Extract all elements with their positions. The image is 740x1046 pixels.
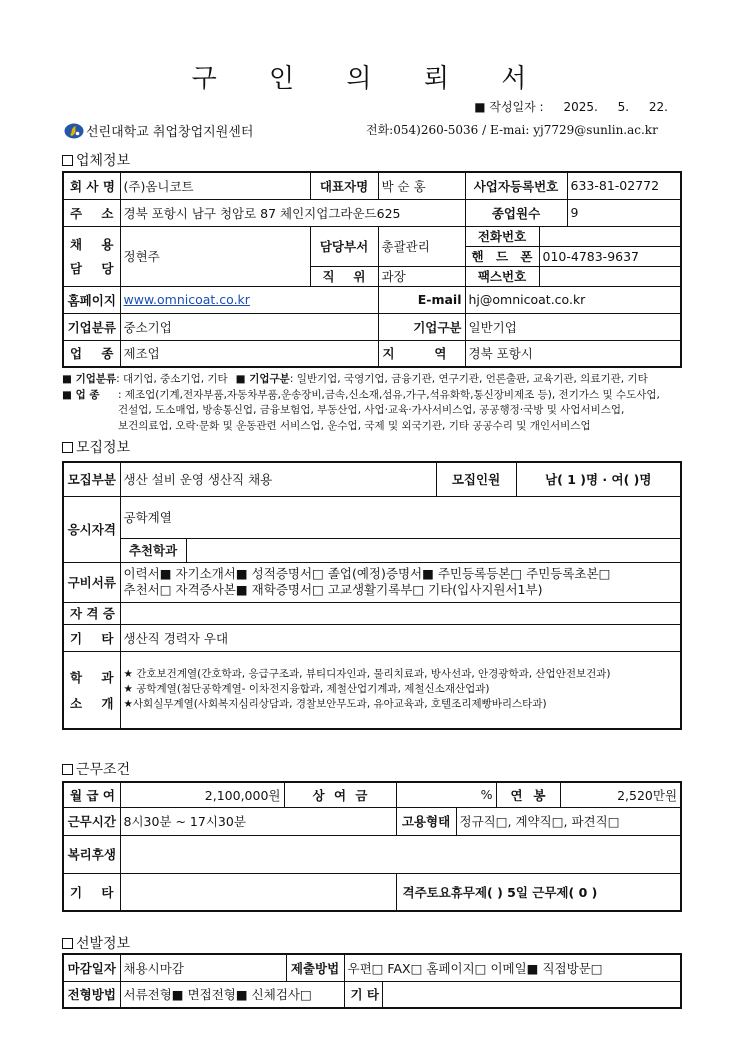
dept-intro-line1: ★ 간호보건계열(간호학과, 응급구조과, 뷰티디자인과, 물리치료과, 방사선과, 안경광학과, 산업안전보건과) — [123, 668, 611, 681]
submit-label: 제출방법 — [286, 954, 344, 981]
bizno-value: 633-81-02772 — [567, 172, 681, 199]
contact-info: 전화:054)260-5036 / E-mai: yj7729@sunlin.ac.kr — [366, 123, 658, 137]
work-etc-value: 격주토요휴무제( ) 5일 근무제( 0 ) — [396, 873, 681, 911]
employees-value: 9 — [567, 199, 681, 226]
school-name: 선린대학교 취업창업지원센터 — [86, 125, 254, 140]
work-etc-label: 기 타 — [63, 873, 120, 911]
note-industry-line2: 건설업, 도소매업, 방송통신업, 금융보험업, 부동산업, 사업·교육·가사서비스업, 공공행정·국방 및 사업서비스업, — [118, 404, 625, 417]
qualification-label: 응시자격 — [63, 496, 120, 562]
fax-value — [539, 266, 681, 286]
hours-value: 8시30분 ~ 17시30분 — [120, 807, 396, 835]
selection-etc-label: 기 타 — [344, 981, 382, 1008]
note-type-text: : 일반기업, 국영기업, 금융기관, 연구기관, 언론출판, 교육기관, 의료기관, 기타 — [289, 373, 648, 385]
hours-label: 근무시간 — [63, 807, 120, 835]
annual-label: 연 봉 — [496, 782, 560, 807]
note-category-key: ■ 기업분류 — [62, 373, 117, 385]
section-company-title — [62, 150, 130, 170]
type-label: 기업구분 — [378, 313, 465, 340]
company-table — [62, 171, 682, 368]
classification-notes — [62, 372, 692, 434]
recommend-value — [186, 538, 681, 562]
manager-label — [63, 226, 120, 286]
date-month: 5. — [617, 100, 630, 114]
section-selection-label: 선발정보 — [76, 936, 131, 952]
note-industry — [62, 388, 692, 404]
category-value: 중소기업 — [120, 313, 378, 340]
ceo-label: 대표자명 — [310, 172, 378, 199]
recommend-label: 추천학과 — [120, 538, 186, 562]
dept-intro-label-line2: 소 개 — [70, 695, 114, 711]
emp-type-label: 고용형태 — [396, 807, 456, 835]
documents-line2: 추천서□ 자격증사본■ 재학증명서□ 고교생활기록부□ 기타(입사지원서1부) — [123, 582, 543, 597]
company-name-label: 회 사 명 — [63, 172, 120, 199]
section-work-label: 근무조건 — [76, 762, 131, 778]
submit-value: 우편□ FAX□ 홈페이지□ 이메일■ 직접방문□ — [344, 954, 681, 981]
dept-intro-label-line1: 학 과 — [70, 669, 114, 685]
deadline-value: 채용시마감 — [120, 954, 286, 981]
salary-value: 2,100,000원 — [120, 782, 284, 807]
selection-etc-value — [382, 981, 681, 1008]
emp-type-value: 정규직□, 계약직□, 파견직□ — [456, 807, 681, 835]
manager-label-line2: 담 당 — [70, 261, 114, 276]
ceo-value: 박 순 홍 — [378, 172, 465, 199]
phone-value — [539, 226, 681, 246]
section-selection-title — [62, 933, 130, 953]
note-industry-line3: 보건의료업, 오락·문화 및 운동관련 서비스업, 운수업, 국제 및 외국기관, 기타 공공수리 및 개인서비스업 — [118, 419, 591, 432]
dept-value: 총괄관리 — [378, 226, 465, 266]
qualification-value: 공학계열 — [120, 496, 681, 538]
document-title: 구 인 의 뢰 서 — [191, 64, 549, 94]
checkbox-square-icon — [62, 442, 73, 453]
recruit-etc-value: 생산직 경력자 우대 — [120, 624, 681, 651]
checkbox-square-icon — [62, 155, 73, 166]
license-label: 자 격 증 — [63, 602, 120, 624]
recruit-dept-label: 모집부분 — [63, 462, 120, 496]
note-category — [62, 372, 692, 388]
section-company-label: 업체정보 — [76, 153, 131, 169]
section-work-title — [62, 759, 130, 779]
homepage-link[interactable] — [120, 286, 378, 313]
bonus-label: 상 여 금 — [284, 782, 396, 807]
date-label: ■ 작성일자 : — [474, 100, 544, 114]
bonus-value: % — [396, 782, 496, 807]
recruit-count-value: 남( 1 )명 · 여( )명 — [516, 462, 681, 496]
license-value — [120, 602, 681, 624]
email-label: E-mail — [378, 286, 465, 313]
dept-intro-value — [120, 651, 681, 729]
recruit-table — [62, 461, 682, 730]
category-label: 기업분류 — [63, 313, 120, 340]
position-label: 직 위 — [310, 266, 378, 286]
homepage-link-text[interactable]: www.omnicoat.co.kr — [123, 292, 250, 307]
section-recruit-title — [62, 437, 130, 457]
manager-value: 정현주 — [120, 226, 310, 286]
date-line — [474, 98, 668, 115]
documents-line1: 이력서■ 자기소개서■ 성적증명서□ 졸업(예정)증명서■ 주민등록등본□ 주민등록초본□ — [123, 566, 611, 581]
company-name-value: (주)옴니코트 — [120, 172, 310, 199]
checkbox-square-icon — [62, 938, 73, 949]
industry-value: 제조업 — [120, 340, 378, 367]
mobile-label: 핸 드 폰 — [465, 246, 539, 266]
selection-table — [62, 953, 682, 1009]
school-name-block — [64, 121, 253, 140]
documents-value — [120, 562, 681, 602]
work-etc-blank — [120, 873, 396, 911]
dept-intro-line2: ★ 공학계열(첨단공학계열- 이차전지융합과, 제철산업기계과, 제철신소재산업과) — [123, 683, 490, 696]
note-type-key: ■ 기업구분 — [235, 373, 290, 385]
salary-label: 월 급 여 — [63, 782, 120, 807]
documents-label: 구비서류 — [63, 562, 120, 602]
type-value: 일반기업 — [465, 313, 681, 340]
fax-label: 팩스번호 — [465, 266, 539, 286]
method-value: 서류전형■ 면접전형■ 신체검사□ — [120, 981, 344, 1008]
recruit-etc-label: 기 타 — [63, 624, 120, 651]
deadline-label: 마감일자 — [63, 954, 120, 981]
region-value: 경북 포항시 — [465, 340, 681, 367]
employees-label: 종업원수 — [465, 199, 567, 226]
date-year: 2025. — [563, 100, 598, 114]
address-value: 경북 포항시 남구 청암로 87 체인지업그라운드625 — [120, 199, 465, 226]
bizno-label: 사업자등록번호 — [465, 172, 567, 199]
position-value: 과장 — [378, 266, 465, 286]
dept-intro-label — [63, 651, 120, 729]
recruit-count-label: 모집인원 — [436, 462, 516, 496]
homepage-label: 홈페이지 — [63, 286, 120, 313]
industry-label: 업 종 — [63, 340, 120, 367]
dept-intro-line3: ★사회실무계열(사회복지심리상담과, 경찰보안무도과, 유아교육과, 호텔조리제빵바리스타과) — [123, 698, 547, 711]
phone-label: 전화번호 — [465, 226, 539, 246]
school-logo-icon — [64, 123, 84, 139]
region-label: 지 역 — [378, 340, 465, 367]
manager-label-line1: 채 용 — [70, 237, 114, 252]
section-recruit-label: 모집정보 — [76, 440, 131, 456]
method-label: 전형방법 — [63, 981, 120, 1008]
recruit-dept-value: 생산 설비 운영 생산직 채용 — [120, 462, 436, 496]
mobile-value: 010-4783-9637 — [539, 246, 681, 266]
checkbox-square-icon — [62, 764, 73, 775]
work-table — [62, 781, 682, 912]
note-category-text: : 대기업, 중소기업, 기타 — [116, 373, 228, 385]
welfare-label: 복리후생 — [63, 835, 120, 873]
note-industry-key: ■ 업 종 — [62, 388, 100, 401]
note-industry-line1: : 제조업(기계,전자부품,자동차부품,운송장비,금속,신소재,섬유,가구,석유화학,통신장비제조 등), 전기가스 및 수도사업, — [118, 388, 660, 401]
email-value: hj@omnicoat.co.kr — [465, 286, 681, 313]
date-day: 22. — [648, 100, 668, 114]
address-label: 주 소 — [63, 199, 120, 226]
dept-label: 담당부서 — [310, 226, 378, 266]
annual-value: 2,520만원 — [560, 782, 681, 807]
welfare-value — [120, 835, 681, 873]
